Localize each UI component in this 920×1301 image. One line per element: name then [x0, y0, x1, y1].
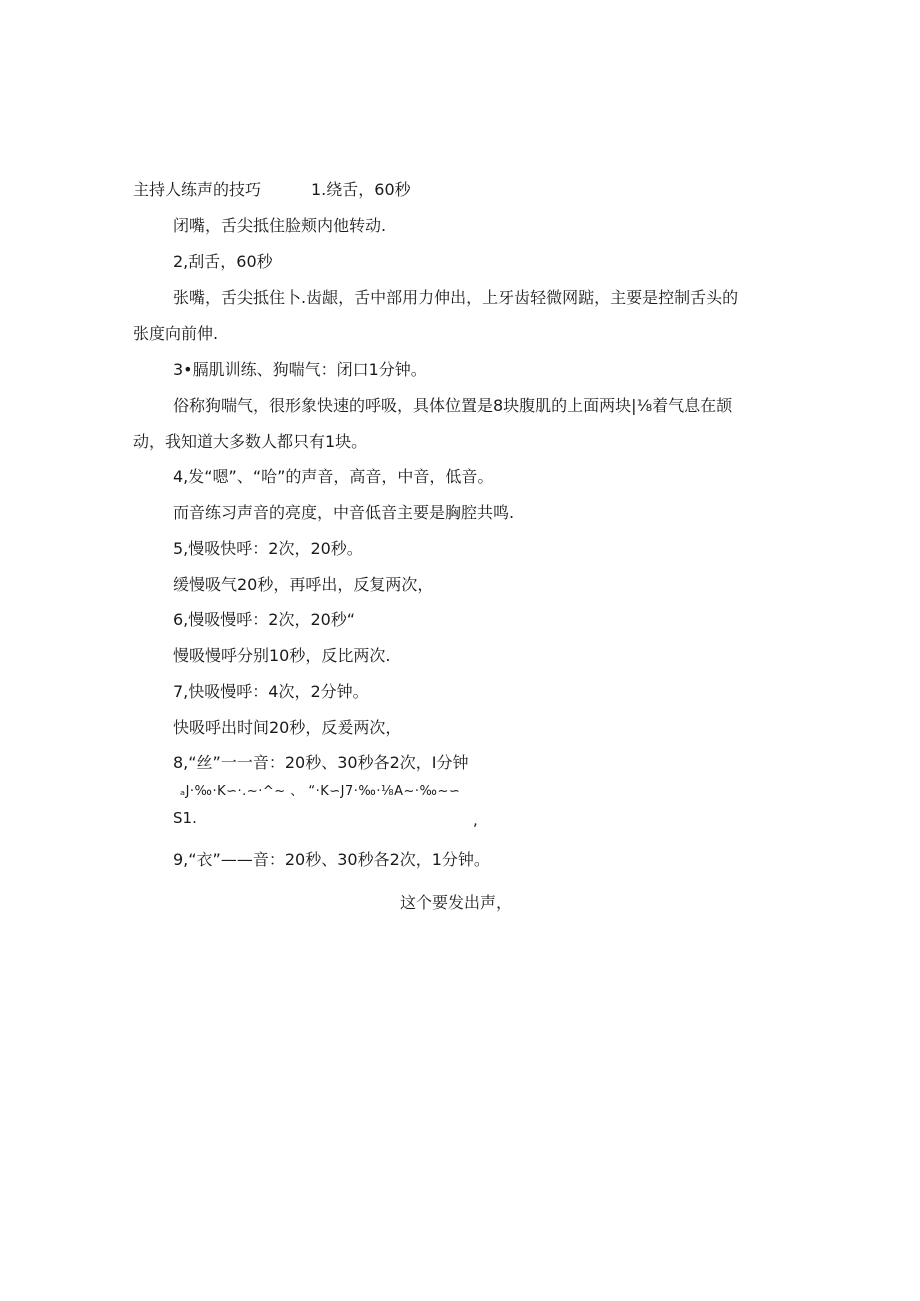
closing-text: 这个要发出声， — [400, 893, 513, 912]
item-9-heading: 9,“衣”——音：20秒、30秒各2次，1分钟。 — [173, 850, 490, 869]
item-3-text-line-2: 动，我知道大多数人都只有1块。 — [133, 432, 368, 451]
item-7-text: 快吸呼出时间20秒，反爰两次， — [173, 718, 402, 737]
item-5-text: 缓慢吸气20秒，再呼出，反复两次， — [173, 575, 434, 594]
item-5-heading: 5,慢吸快呼：2次，20秒。 — [173, 539, 363, 558]
item-4-text: 而音练习声音的亮度，中音低音主要是胸腔共鸣. — [173, 503, 515, 522]
item-8-heading: 8,“丝”一一音：20秒、30秒各2次，I分钟 — [173, 753, 469, 772]
item-8-garbled-text: ₐJ·‰·K∽·.~·^~ 、 “·K∽J7·‰·⅛A~·‰~∽ — [180, 784, 461, 799]
document-title: 主持人练声的技巧 — [133, 180, 262, 199]
item-6-heading: 6,慢吸慢呼：2次，20秒“ — [173, 610, 356, 629]
item-3-text-line-1: 俗称狗喘气，很形象快速的呼吸，具体位置是8块腹肌的上面两块|⅛着气息在颉 — [173, 396, 733, 415]
item-1-heading: 1.绕舌，60秒 — [311, 180, 411, 199]
item-7-heading: 7,快吸慢呼：4次，2分钟。 — [173, 682, 369, 701]
item-2-text-line-2: 张度向前伸. — [133, 324, 219, 343]
item-4-heading: 4,发“嗯”、“哈”的声音，高音，中音，低音。 — [173, 467, 494, 486]
item-2-text-line-1: 张嘴，舌尖抵住卜.齿龈，舌中部用力伸出，上牙齿轻微网踮，主要是控制舌头的 — [173, 288, 739, 307]
item-6-text: 慢吸慢呼分别10秒，反比两次. — [173, 646, 391, 665]
item-1-text: 闭嘴，舌尖抵住脸颊内他转动. — [173, 216, 387, 235]
item-2-heading: 2,刮舌，60秒 — [173, 252, 273, 271]
item-8-comma: , — [473, 811, 478, 829]
item-3-heading: 3•膈肌训练、狗喘气：闭口1分钟。 — [173, 360, 427, 379]
item-8-s1: S1. — [173, 809, 197, 827]
